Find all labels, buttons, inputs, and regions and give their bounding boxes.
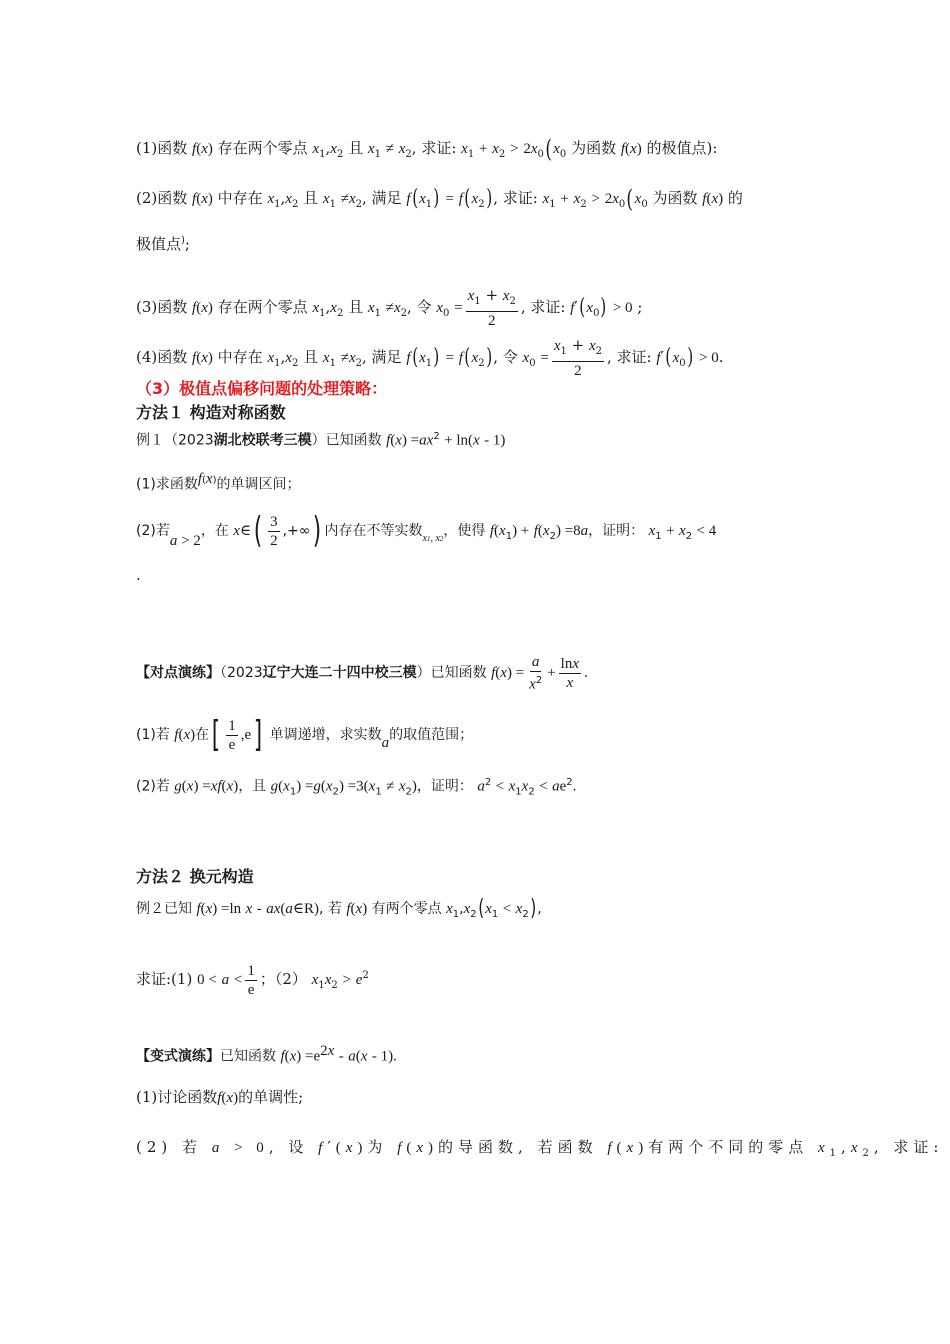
variant-q1: (1)讨论函数f(x)的单调性; [136,1088,304,1106]
variant-q2: (2) 若 a > 0, 设 f′(x)为 f(x)的导函数, 若函数 f(x)有两个不同的零点 $x_1,x_2$, 求证: [136,1138,944,1159]
example-1-end: . [136,566,141,584]
item-4: (4)函数 f(x) 中存在 $x_1,x_2$ 且 $x_1 \ne x_2$, 满足 $f(x_1) = f(x_2)$, 令 $x_0$ = $\frac{x_1 + x_2}{2}$ , 求证: $f'(x_0) > 0$. [136,336,724,379]
example-2-proof: 求证:(1) 0 < a < $\frac{1}{e}$ ；（2） $x_1x_2 > e^2$ [136,962,369,998]
item-2-cont: 极值点); [136,235,190,253]
item-1: (1)函数 f(x) 存在两个零点 $x_1,x_2$ 且 $x_1 \ne x_2$, 求证: $x_1 + x_2 > 2x_0(x_0$ 为函数 f(x) 的极值点): [136,135,718,163]
method-1-title: 方法１ 构造对称函数 [136,403,286,422]
section-title: （3）极值点偏移问题的处理策略： [136,379,388,398]
example-1-q2: (2)若a > 2，在 x∈( $\frac{3}{2}$ ,+∞) 内存在不等实数$_{x1, x2}$，使得 $f(x_1) + f(x_2) =8a$，证明： $x_1 + x_2 < 4$ [136,510,717,551]
example-1: 例１（2023湖北校联考三模）已知函数 $f(x) =ax^2 + \ln(x - 1)$ [136,431,506,449]
example-1-q1: (1)求函数$^{f(x)}$的单调区间； [136,471,301,493]
practice-1-q1: (1)若 f(x)在[ $\frac{1}{e}$ ,e] 单调递增，求实数a的取值范围； [136,714,474,755]
item-2: (2)函数 f(x) 中存在 $x_1,x_2$ 且 $x_1 \ne x_2$, 满足 $f(x_1) = f(x_2)$, 求证: $x_1 + x_2 > 2x_0(x_0$ 为函数 f(x) 的 [136,185,743,213]
variant-practice: 【变式演练】已知函数 $f(x) =e^{2x} - a(x - 1)$. [136,1043,397,1065]
practice-1: 【对点演练】（2023辽宁大连二十四中校三模）已知函数 f(x) = $\frac{a}{x^2}$ + $\frac{\ln x}{x}$ . [136,653,588,693]
item-3: (3)函数 f(x) 存在两个零点 $x_1,x_2$ 且 $x_1 \ne x_2$, 令 $x_0$ = $\frac{x_1 + x_2}{2}$ , 求证: $f'(x_0) > 0$ ; [136,286,643,329]
example-2: 例２已知 f(x) =ln x - ax(a∈R), 若 f(x) 有两个零点 $x_1,x_2(x_1 < x_2)$, [136,896,542,921]
method-2-title: 方法２ 换元构造 [136,867,254,886]
practice-1-q2: (2)若 g(x) =xf(x)，且 $g(x_1) =g(x_2) =3(x_1 \ne x_2)$，证明： $a^2 < x_1x_2 < ae^2$. [136,777,577,798]
